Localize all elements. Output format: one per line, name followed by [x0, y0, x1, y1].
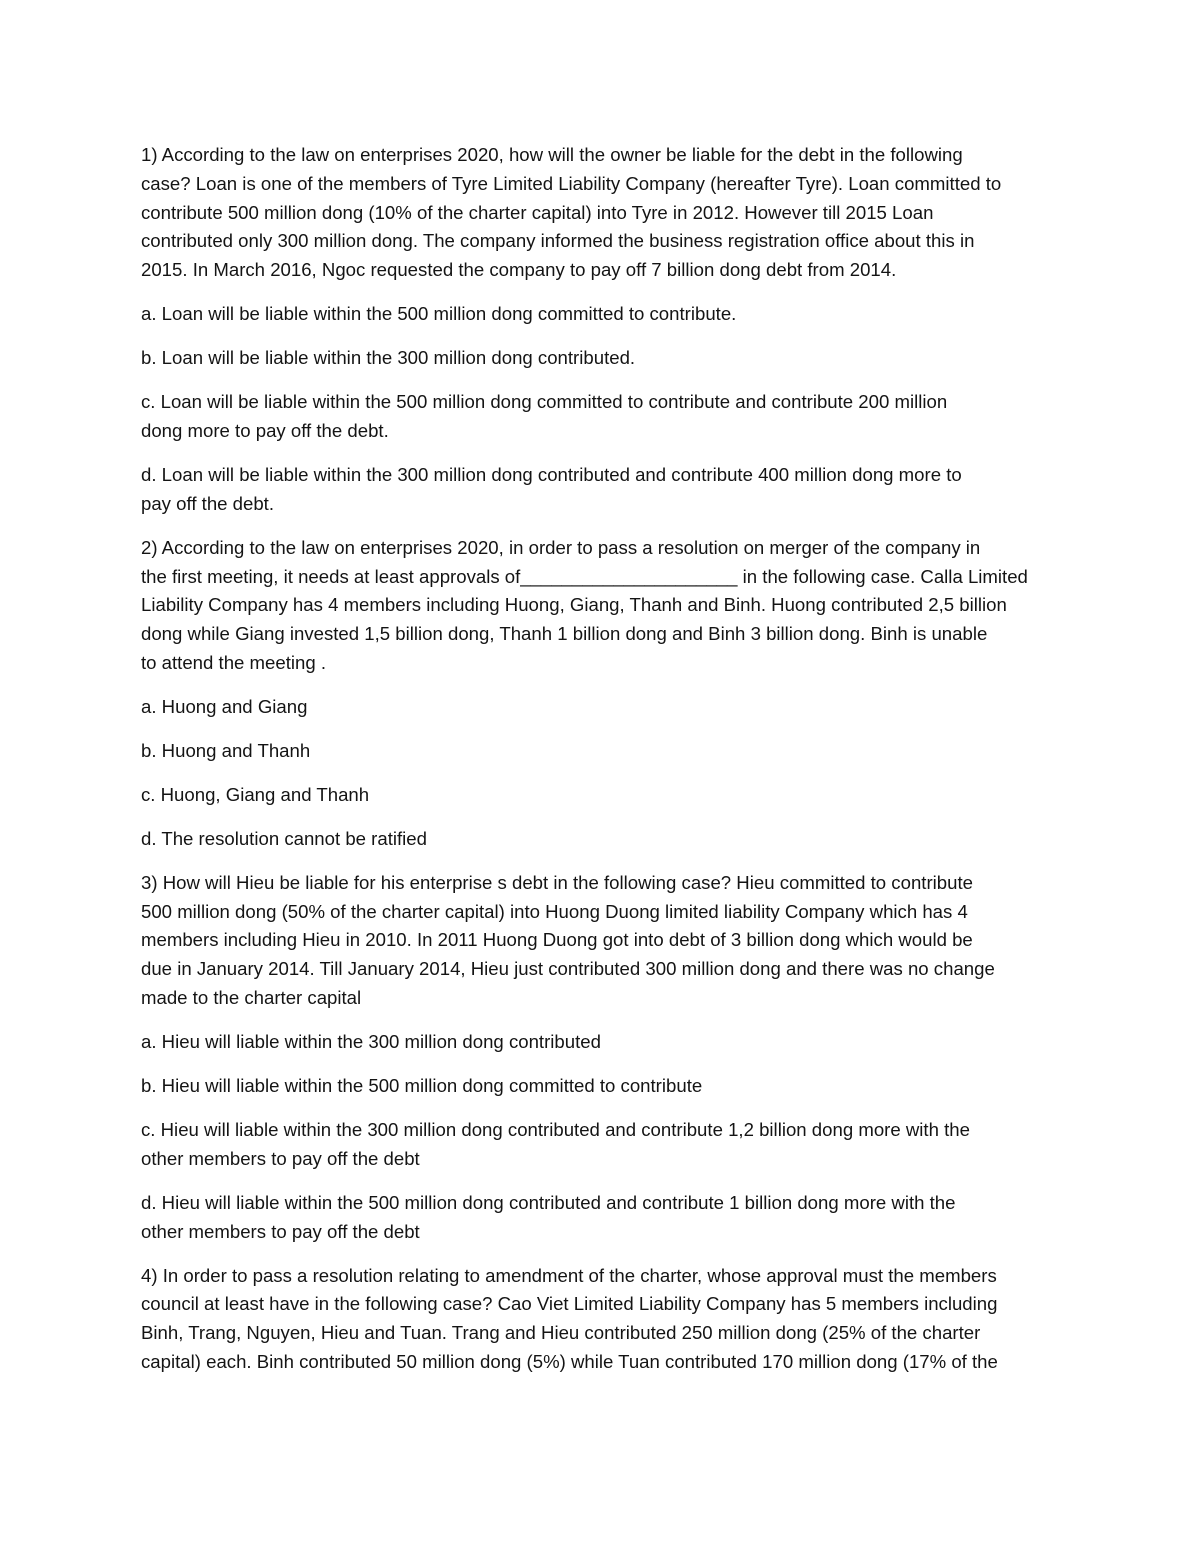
- text-line: 1) According to the law on enterprises 2020, how will the owner be liable for the debt in the following: [141, 144, 963, 165]
- text-line: due in January 2014. Till January 2014, Hieu just contributed 300 million dong and there was no change: [141, 958, 995, 980]
- question-3-option-a: [141, 1028, 1061, 1057]
- question-2-stem: [141, 534, 1061, 678]
- text-line: to attend the meeting .: [141, 651, 327, 673]
- question-1-option-a: [141, 300, 1061, 329]
- question-1-option-b: [141, 344, 1061, 373]
- text-line: the first meeting, it needs at least approvals of_____________________ in the following case. Calla Limited: [141, 565, 1028, 587]
- text-line: dong while Giang invested 1,5 billion dong, Thanh 1 billion dong and Binh 3 billion dong. Binh is unable: [141, 623, 988, 645]
- question-3-option-d: [141, 1189, 1061, 1247]
- text-line: contributed only 300 million dong. The company informed the business registration office about this in: [141, 230, 975, 252]
- text-line: council at least have in the following case? Cao Viet Limited Liability Company has 5 members including: [141, 1293, 998, 1315]
- text-line: other members to pay off the debt: [141, 1220, 420, 1242]
- text-line: a. Hieu will liable within the 300 million dong contributed: [141, 1030, 601, 1052]
- question-1-option-d: [141, 461, 1061, 519]
- question-1-stem: [141, 141, 1061, 285]
- text-line: capital) each. Binh contributed 50 million dong (5%) while Tuan contributed 170 million dong (17% of the: [141, 1350, 998, 1372]
- question-2-option-c: [141, 781, 1061, 810]
- text-line: pay off the debt.: [141, 492, 275, 514]
- text-line: 2015. In March 2016, Ngoc requested the company to pay off 7 billion dong debt from 2014.: [141, 259, 897, 281]
- text-line: 3) How will Hieu be liable for his enterprise s debt in the following case? Hieu committed to contribute: [141, 871, 973, 893]
- text-line: a. Loan will be liable within the 500 million dong committed to contribute.: [141, 303, 737, 325]
- text-line: contribute 500 million dong (10% of the charter capital) into Tyre in 2012. However till 2015 Loan: [141, 201, 934, 223]
- question-3-option-c: [141, 1116, 1061, 1174]
- text-line: Binh, Trang, Nguyen, Hieu and Tuan. Trang and Hieu contributed 250 million dong (25% of the charter: [141, 1322, 981, 1344]
- text-line: b. Hieu will liable within the 500 million dong committed to contribute: [141, 1074, 703, 1096]
- question-2-option-b: [141, 737, 1061, 766]
- question-1-option-c: [141, 388, 1061, 446]
- text-line: c. Loan will be liable within the 500 million dong committed to contribute and contribute 200 million: [141, 391, 948, 413]
- text-line: made to the charter capital: [141, 987, 362, 1008]
- question-3-stem: [141, 869, 1061, 1013]
- text-line: other members to pay off the debt: [141, 1147, 420, 1169]
- text-line: 4) In order to pass a resolution relating to amendment of the charter, whose approval must the members: [141, 1264, 997, 1286]
- document-page: [141, 141, 1061, 1392]
- text-line: dong more to pay off the debt.: [141, 419, 389, 441]
- text-line: case? Loan is one of the members of Tyre Limited Liability Company (hereafter Tyre). Loan committed to: [141, 172, 1002, 194]
- text-line: d. The resolution cannot be ratified: [141, 827, 427, 849]
- text-line: Liability Company has 4 members including Huong, Giang, Thanh and Binh. Huong contributed 2,5 billion: [141, 594, 1007, 616]
- text-line: a. Huong and Giang: [141, 695, 308, 717]
- text-line: members including Hieu in 2010. In 2011 Huong Duong got into debt of 3 billion dong which would be: [141, 929, 973, 951]
- text-line: b. Loan will be liable within the 300 million dong contributed.: [141, 347, 636, 369]
- text-line: c. Hieu will liable within the 300 million dong contributed and contribute 1,2 billion dong more with the: [141, 1118, 970, 1140]
- text-line: b. Huong and Thanh: [141, 739, 311, 761]
- text-line: d. Hieu will liable within the 500 million dong contributed and contribute 1 billion dong more with the: [141, 1191, 956, 1213]
- text-line: 2) According to the law on enterprises 2020, in order to pass a resolution on merger of the company in: [141, 536, 981, 558]
- question-2-option-d: [141, 825, 1061, 854]
- question-4-stem: [141, 1262, 1061, 1377]
- question-3-option-b: [141, 1072, 1061, 1101]
- text-line: d. Loan will be liable within the 300 million dong contributed and contribute 400 million dong more to: [141, 463, 962, 485]
- text-line: c. Huong, Giang and Thanh: [141, 783, 370, 805]
- text-line: 500 million dong (50% of the charter capital) into Huong Duong limited liability Company which has 4: [141, 900, 968, 922]
- question-2-option-a: [141, 693, 1061, 722]
